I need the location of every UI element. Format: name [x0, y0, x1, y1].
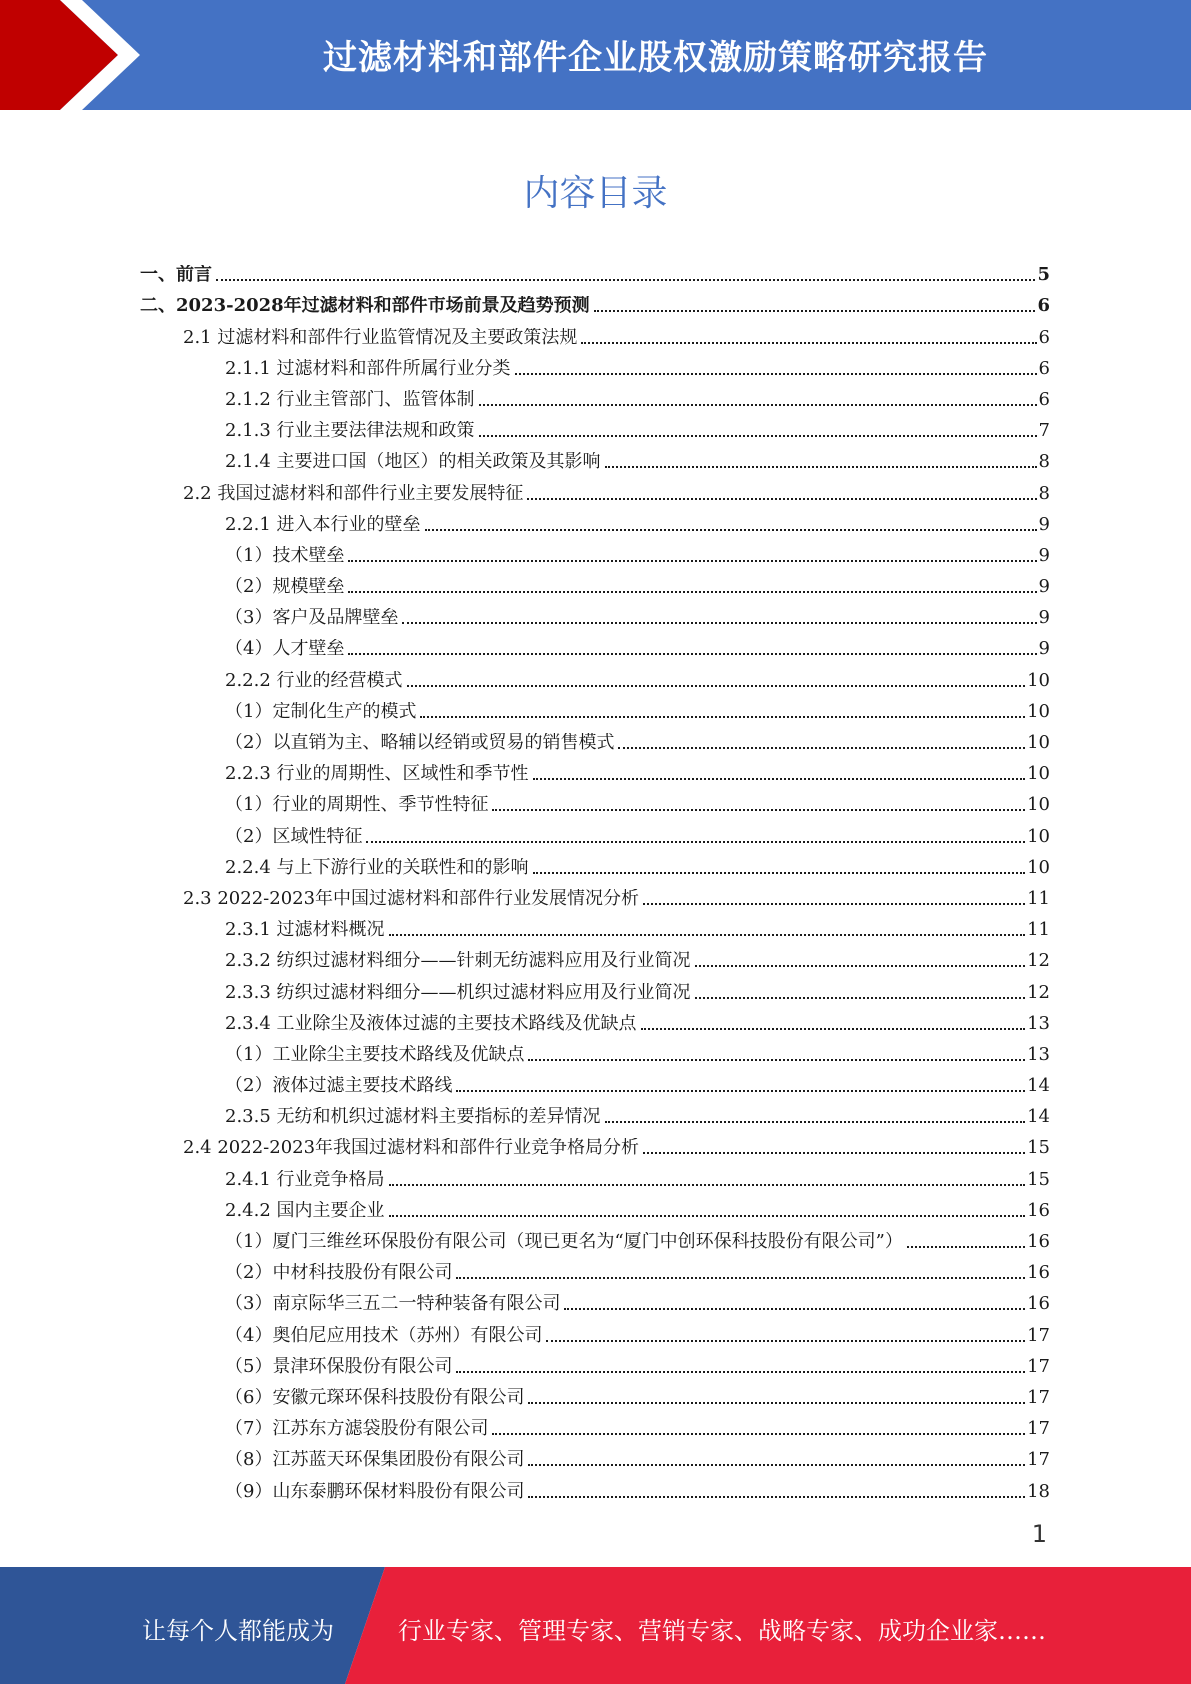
toc-dot-leader — [492, 1432, 1025, 1435]
toc-dot-leader — [389, 933, 1026, 936]
toc-entry-title: 2.4 2022-2023年我国过滤材料和部件行业竞争格局分析 — [183, 1138, 640, 1159]
footer-slogan-right: 行业专家、管理专家、营销专家、战略专家、成功企业家…… — [398, 1617, 1046, 1645]
toc-entry[interactable] — [140, 1252, 1050, 1283]
toc-dot-leader — [425, 528, 1037, 531]
toc-entry[interactable] — [140, 1346, 1050, 1377]
toc-entry-title: （8）江苏蓝天环保集团股份有限公司 — [225, 1450, 525, 1471]
toc-entry-page: 9 — [1038, 513, 1050, 535]
toc-entry[interactable] — [140, 878, 1050, 909]
toc-entry[interactable] — [140, 535, 1050, 566]
toc-dot-leader — [527, 497, 1036, 500]
toc-entry-page: 10 — [1027, 669, 1050, 691]
toc-entry-title: 2.4.2 国内主要企业 — [225, 1200, 385, 1221]
toc-entry-title: （1）行业的周期性、季节性特征 — [225, 795, 489, 816]
toc-dot-leader — [907, 1245, 1025, 1248]
toc-entry[interactable] — [140, 659, 1050, 690]
toc-entry-title: （2）区域性特征 — [225, 826, 363, 847]
toc-entry-page: 10 — [1027, 794, 1050, 816]
toc-entry-page: 5 — [1037, 264, 1050, 286]
toc-entry-title: （4）奥伯尼应用技术（苏州）有限公司 — [225, 1325, 543, 1346]
toc-dot-leader — [515, 372, 1037, 375]
toc-dot-leader — [641, 1027, 1026, 1030]
toc-entry-page: 6 — [1038, 388, 1050, 410]
toc-entry[interactable] — [140, 1314, 1050, 1345]
toc-entry-title: 2.1.3 行业主要法律法规和政策 — [225, 421, 475, 442]
toc-entry-title: 二、2023-2028年过滤材料和部件市场前景及趋势预测 — [140, 296, 590, 317]
toc-entry-page: 12 — [1027, 981, 1050, 1003]
toc-entry-page: 7 — [1038, 420, 1050, 442]
toc-dot-leader — [605, 465, 1037, 468]
toc-entry-title: 2.2.4 与上下游行业的关联性和的影响 — [225, 857, 529, 878]
toc-dot-leader — [605, 1120, 1026, 1123]
toc-entry-page: 17 — [1027, 1324, 1050, 1346]
toc-entry-title: 2.2.2 行业的经营模式 — [225, 670, 403, 691]
toc-dot-leader — [456, 1370, 1025, 1373]
toc-entry[interactable] — [140, 722, 1050, 753]
toc-entry-title: （9）山东泰鹏环保材料股份有限公司 — [225, 1481, 525, 1502]
toc-entry[interactable] — [140, 1127, 1050, 1158]
toc-entry-page: 14 — [1027, 1075, 1050, 1097]
toc-entry-title: 2.1.1 过滤材料和部件所属行业分类 — [225, 358, 511, 379]
toc-entry-page: 16 — [1027, 1231, 1050, 1252]
report-title: 过滤材料和部件企业股权激励策略研究报告 — [323, 38, 988, 78]
toc-entry-page: 16 — [1027, 1199, 1050, 1221]
toc-entry[interactable] — [140, 971, 1050, 1002]
toc-entry-title: 2.3.4 工业除尘及液体过滤的主要技术路线及优缺点 — [225, 1013, 637, 1034]
report-footer — [0, 1567, 1191, 1684]
toc-entry[interactable] — [140, 316, 1050, 347]
toc-entry[interactable] — [140, 1190, 1050, 1221]
toc-entry[interactable] — [140, 1439, 1050, 1470]
toc-entry-page: 10 — [1027, 732, 1050, 753]
toc-entry-title: （3）客户及品牌壁垒 — [225, 608, 399, 629]
toc-dot-leader — [389, 1183, 1026, 1186]
toc-entry-page: 10 — [1027, 856, 1050, 878]
toc-entry-page: 8 — [1038, 482, 1050, 504]
toc-dot-leader — [546, 1339, 1025, 1342]
toc-entry-page: 11 — [1027, 887, 1050, 909]
toc-entry[interactable] — [140, 1034, 1050, 1065]
report-header — [0, 0, 1191, 110]
toc-entry-page: 10 — [1027, 763, 1050, 785]
toc-entry[interactable] — [140, 1470, 1050, 1501]
toc-dot-leader — [492, 808, 1025, 811]
footer-slogan-left: 让每个人都能成为 — [142, 1617, 334, 1645]
toc-entry[interactable] — [140, 1408, 1050, 1439]
toc-entry[interactable] — [140, 1221, 1050, 1252]
toc-dot-leader — [348, 590, 1036, 593]
toc-entry-title: （5）景津环保股份有限公司 — [225, 1356, 453, 1377]
toc-dot-leader — [407, 684, 1026, 687]
toc-entry[interactable] — [140, 566, 1050, 597]
toc-entry-page: 9 — [1038, 544, 1050, 566]
toc-entry-page: 10 — [1027, 700, 1050, 722]
toc-dot-leader — [695, 996, 1026, 999]
toc-entry-page: 9 — [1038, 607, 1050, 629]
toc-dot-leader — [456, 1276, 1025, 1279]
toc-entry-page: 17 — [1027, 1355, 1050, 1377]
toc-entry[interactable] — [140, 379, 1050, 410]
toc-entry[interactable] — [140, 1096, 1050, 1127]
toc-entry-title: 2.3.2 纺织过滤材料细分——针刺无纺滤料应用及行业简况 — [225, 951, 691, 972]
toc-entry-page: 16 — [1027, 1293, 1050, 1315]
toc-dot-leader — [420, 715, 1025, 718]
toc-entry-title: （2）中材科技股份有限公司 — [225, 1263, 453, 1284]
toc-entry-title: （6）安徽元琛环保科技股份有限公司 — [225, 1387, 525, 1408]
toc-entry-page: 15 — [1027, 1168, 1050, 1190]
toc-dot-leader — [564, 1307, 1025, 1310]
toc-entry[interactable] — [140, 285, 1050, 316]
toc-dot-leader — [528, 1495, 1025, 1498]
toc-entry[interactable] — [140, 628, 1050, 659]
toc-entry-title: （7）江苏东方滤袋股份有限公司 — [225, 1419, 489, 1440]
toc-entry-page: 13 — [1027, 1012, 1050, 1034]
toc-entry-title: （1）工业除尘主要技术路线及优缺点 — [225, 1044, 525, 1065]
toc-entry-title: 一、前言 — [140, 265, 212, 286]
toc-entry-title: 2.2.3 行业的周期性、区域性和季节性 — [225, 764, 529, 785]
toc-entry-page: 6 — [1038, 357, 1050, 379]
toc-dot-leader — [479, 403, 1037, 406]
toc-entry-page: 12 — [1027, 950, 1050, 972]
toc-entry[interactable] — [140, 410, 1050, 441]
toc-entry-page: 16 — [1027, 1262, 1050, 1284]
toc-dot-leader — [618, 746, 1025, 749]
toc-dot-leader — [216, 278, 1035, 281]
toc-entry-page: 11 — [1027, 919, 1050, 941]
toc-dot-leader — [528, 1058, 1025, 1061]
toc-entry-title: 2.1.2 行业主管部门、监管体制 — [225, 389, 475, 410]
toc-entry-page: 18 — [1027, 1480, 1050, 1502]
toc-entry[interactable] — [140, 784, 1050, 815]
toc-dot-leader — [533, 871, 1026, 874]
toc-entry[interactable] — [140, 847, 1050, 878]
toc-entry-page: 9 — [1038, 576, 1050, 598]
toc-dot-leader — [643, 1151, 1025, 1154]
toc-entry[interactable] — [140, 691, 1050, 722]
toc-entry[interactable] — [140, 940, 1050, 971]
toc-entry[interactable] — [140, 1377, 1050, 1408]
toc-dot-leader — [581, 341, 1036, 344]
toc-entry-page: 17 — [1027, 1386, 1050, 1408]
toc-entry[interactable] — [140, 1065, 1050, 1096]
toc-dot-leader — [643, 902, 1025, 905]
toc-entry[interactable] — [140, 753, 1050, 784]
table-of-contents — [140, 254, 1050, 1502]
toc-entry[interactable] — [140, 472, 1050, 503]
toc-dot-leader — [594, 309, 1036, 312]
toc-entry-page: 14 — [1027, 1106, 1050, 1128]
toc-entry[interactable] — [140, 254, 1050, 285]
toc-entry-title: 2.3.1 过滤材料概况 — [225, 920, 385, 941]
toc-entry-title: （3）南京际华三五二一特种装备有限公司 — [225, 1294, 561, 1315]
toc-entry-title: （2）液体过滤主要技术路线 — [225, 1076, 453, 1097]
toc-entry-page: 17 — [1027, 1418, 1050, 1440]
toc-dot-leader — [389, 1214, 1026, 1217]
toc-entry-title: 2.2 我国过滤材料和部件行业主要发展特征 — [183, 483, 524, 504]
toc-entry[interactable] — [140, 815, 1050, 846]
toc-entry-page: 6 — [1037, 295, 1050, 317]
toc-entry-page: 15 — [1027, 1137, 1050, 1159]
toc-entry[interactable] — [140, 1158, 1050, 1189]
toc-entry-page: 9 — [1038, 638, 1050, 660]
toc-entry-title: 2.2.1 进入本行业的壁垒 — [225, 514, 421, 535]
toc-dot-leader — [366, 840, 1025, 843]
toc-entry[interactable] — [140, 597, 1050, 628]
toc-entry-page: 6 — [1038, 326, 1050, 348]
toc-entry-title: 2.3.5 无纺和机织过滤材料主要指标的差异情况 — [225, 1107, 601, 1128]
toc-entry[interactable] — [140, 1283, 1050, 1314]
toc-dot-leader — [456, 1089, 1025, 1092]
toc-dot-leader — [528, 1401, 1025, 1404]
toc-entry[interactable] — [140, 348, 1050, 379]
toc-entry[interactable] — [140, 441, 1050, 472]
toc-entry[interactable] — [140, 909, 1050, 940]
toc-entry-page: 17 — [1027, 1449, 1050, 1471]
toc-entry-title: 2.1.4 主要进口国（地区）的相关政策及其影响 — [225, 452, 601, 473]
toc-dot-leader — [479, 434, 1037, 437]
toc-dot-leader — [402, 621, 1036, 624]
toc-entry-title: （2）规模壁垒 — [225, 577, 345, 598]
toc-dot-leader — [348, 559, 1036, 562]
toc-entry-title: （1）厦门三维丝环保股份有限公司（现已更名为“厦门中创环保科技股份有限公司”） — [225, 1232, 903, 1252]
toc-entry-title: （1）技术壁垒 — [225, 545, 345, 566]
toc-entry-title: （1）定制化生产的模式 — [225, 701, 417, 722]
toc-dot-leader — [695, 964, 1026, 967]
toc-dot-leader — [528, 1463, 1025, 1466]
toc-entry-page: 10 — [1027, 825, 1050, 847]
toc-entry-page: 13 — [1027, 1043, 1050, 1065]
toc-entry-title: 2.4.1 行业竞争格局 — [225, 1169, 385, 1190]
toc-dot-leader — [533, 777, 1026, 780]
toc-entry[interactable] — [140, 1003, 1050, 1034]
page-number: 1 — [1031, 1520, 1047, 1548]
toc-entry[interactable] — [140, 504, 1050, 535]
toc-dot-leader — [348, 652, 1036, 655]
toc-heading: 内容目录 — [523, 173, 668, 214]
toc-entry-page: 8 — [1038, 451, 1050, 473]
toc-entry-title: 2.1 过滤材料和部件行业监管情况及主要政策法规 — [183, 327, 578, 348]
toc-entry-title: （4）人才壁垒 — [225, 639, 345, 660]
toc-entry-title: 2.3 2022-2023年中国过滤材料和部件行业发展情况分析 — [183, 888, 640, 909]
toc-entry-title: （2）以直销为主、略辅以经销或贸易的销售模式 — [225, 733, 615, 753]
toc-entry-title: 2.3.3 纺织过滤材料细分——机织过滤材料应用及行业简况 — [225, 982, 691, 1003]
